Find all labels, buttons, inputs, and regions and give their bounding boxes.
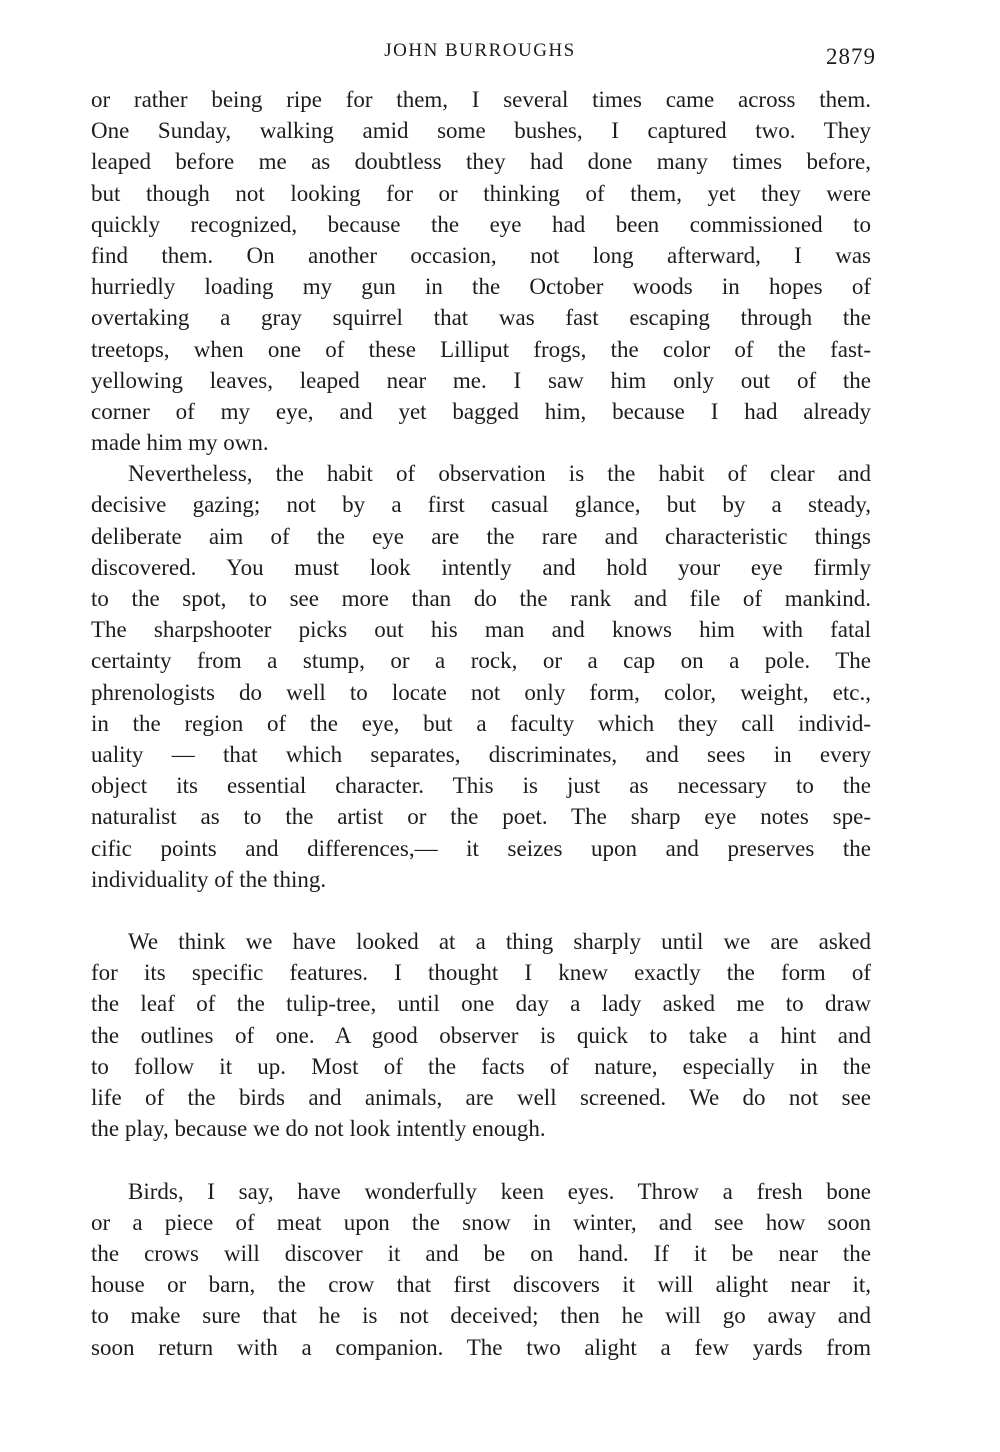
text-line: object its essential character. This is just as necessary to the — [91, 773, 871, 799]
text-line: the crows will discover it and be on hand. If it be near the — [91, 1240, 871, 1266]
text-line: hurriedly loading my gun in the October woods in hopes of — [91, 274, 871, 300]
paragraph-gap — [91, 1144, 871, 1175]
running-title: JOHN BURROUGHS — [384, 40, 576, 61]
text-line: deliberate aim of the eye are the rare and characteristic things — [91, 523, 871, 549]
text-line: the play, because we do not look intently enough. — [91, 1116, 546, 1142]
text-line: find them. On another occasion, not long afterward, I was — [91, 242, 871, 268]
text-line: life of the birds and animals, are well screened. We do not see — [91, 1085, 871, 1110]
text-line: to the spot, to see more than do the rank and file of mankind. — [91, 586, 871, 611]
paragraph-1 — [91, 84, 871, 458]
text-line: cific points and differences,— it seizes upon and preserves the — [91, 835, 871, 861]
text-line: soon return with a companion. The two alight a few yards from — [91, 1334, 871, 1360]
text-line: the outlines of one. A good observer is quick to take a hint and — [91, 1022, 871, 1048]
text-line: discovered. You must look intently and hold your eye firmly — [91, 554, 871, 580]
text-line: uality — that which separates, discriminates, and sees in every — [91, 741, 871, 767]
text-line: phrenologists do well to locate not only form, color, weight, etc., — [91, 679, 871, 705]
text-line: leaped before me as doubtless they had done many times before, — [91, 149, 871, 175]
text-line: We think we have looked at a thing sharply until we are asked — [128, 929, 871, 955]
text-line: or rather being ripe for them, I several times came across them. — [91, 87, 871, 112]
text-line: One Sunday, walking amid some bushes, I captured two. They — [91, 118, 871, 144]
text-line: to follow it up. Most of the facts of nature, especially in the — [91, 1053, 871, 1079]
text-line: treetops, when one of these Lilliput frogs, the color of the fast- — [91, 336, 871, 362]
text-line: but though not looking for or thinking of them, yet they were — [91, 180, 871, 206]
text-line: Birds, I say, have wonderfully keen eyes. Throw a fresh bone — [128, 1178, 871, 1204]
text-line: in the region of the eye, but a faculty which they call individ- — [91, 710, 871, 736]
paragraph-3 — [91, 926, 871, 1144]
text-line: quickly recognized, because the eye had been commissioned to — [91, 211, 871, 237]
running-head — [0, 38, 1000, 68]
page-number: 2879 — [826, 44, 876, 69]
text-line: The sharpshooter picks out his man and knows him with fatal — [91, 617, 871, 643]
text-line: house or barn, the crow that first discovers it will alight near it, — [91, 1272, 871, 1298]
text-line: corner of my eye, and yet bagged him, because I had already — [91, 398, 871, 424]
text-line: or a piece of meat upon the snow in winter, and see how soon — [91, 1209, 871, 1235]
body-text — [91, 84, 871, 1363]
text-line: the leaf of the tulip-tree, until one day a lady asked me to draw — [91, 991, 871, 1017]
paragraph-4 — [91, 1176, 871, 1363]
text-line: made him my own. — [91, 430, 269, 456]
paragraph-2 — [91, 458, 871, 895]
text-line: naturalist as to the artist or the poet. The sharp eye notes spe- — [91, 804, 871, 830]
text-line: Nevertheless, the habit of observation is the habit of clear and — [128, 461, 871, 487]
text-line: individuality of the thing. — [91, 866, 327, 892]
text-line: overtaking a gray squirrel that was fast escaping through the — [91, 305, 871, 331]
text-line: decisive gazing; not by a first casual glance, but by a steady, — [91, 492, 871, 518]
text-line: to make sure that he is not deceived; then he will go away and — [91, 1303, 871, 1329]
text-line: yellowing leaves, leaped near me. I saw him only out of the — [91, 367, 871, 393]
paragraph-gap — [91, 895, 871, 926]
text-line: certainty from a stump, or a rock, or a cap on a pole. The — [91, 648, 871, 674]
text-line: for its specific features. I thought I knew exactly the form of — [91, 960, 871, 986]
